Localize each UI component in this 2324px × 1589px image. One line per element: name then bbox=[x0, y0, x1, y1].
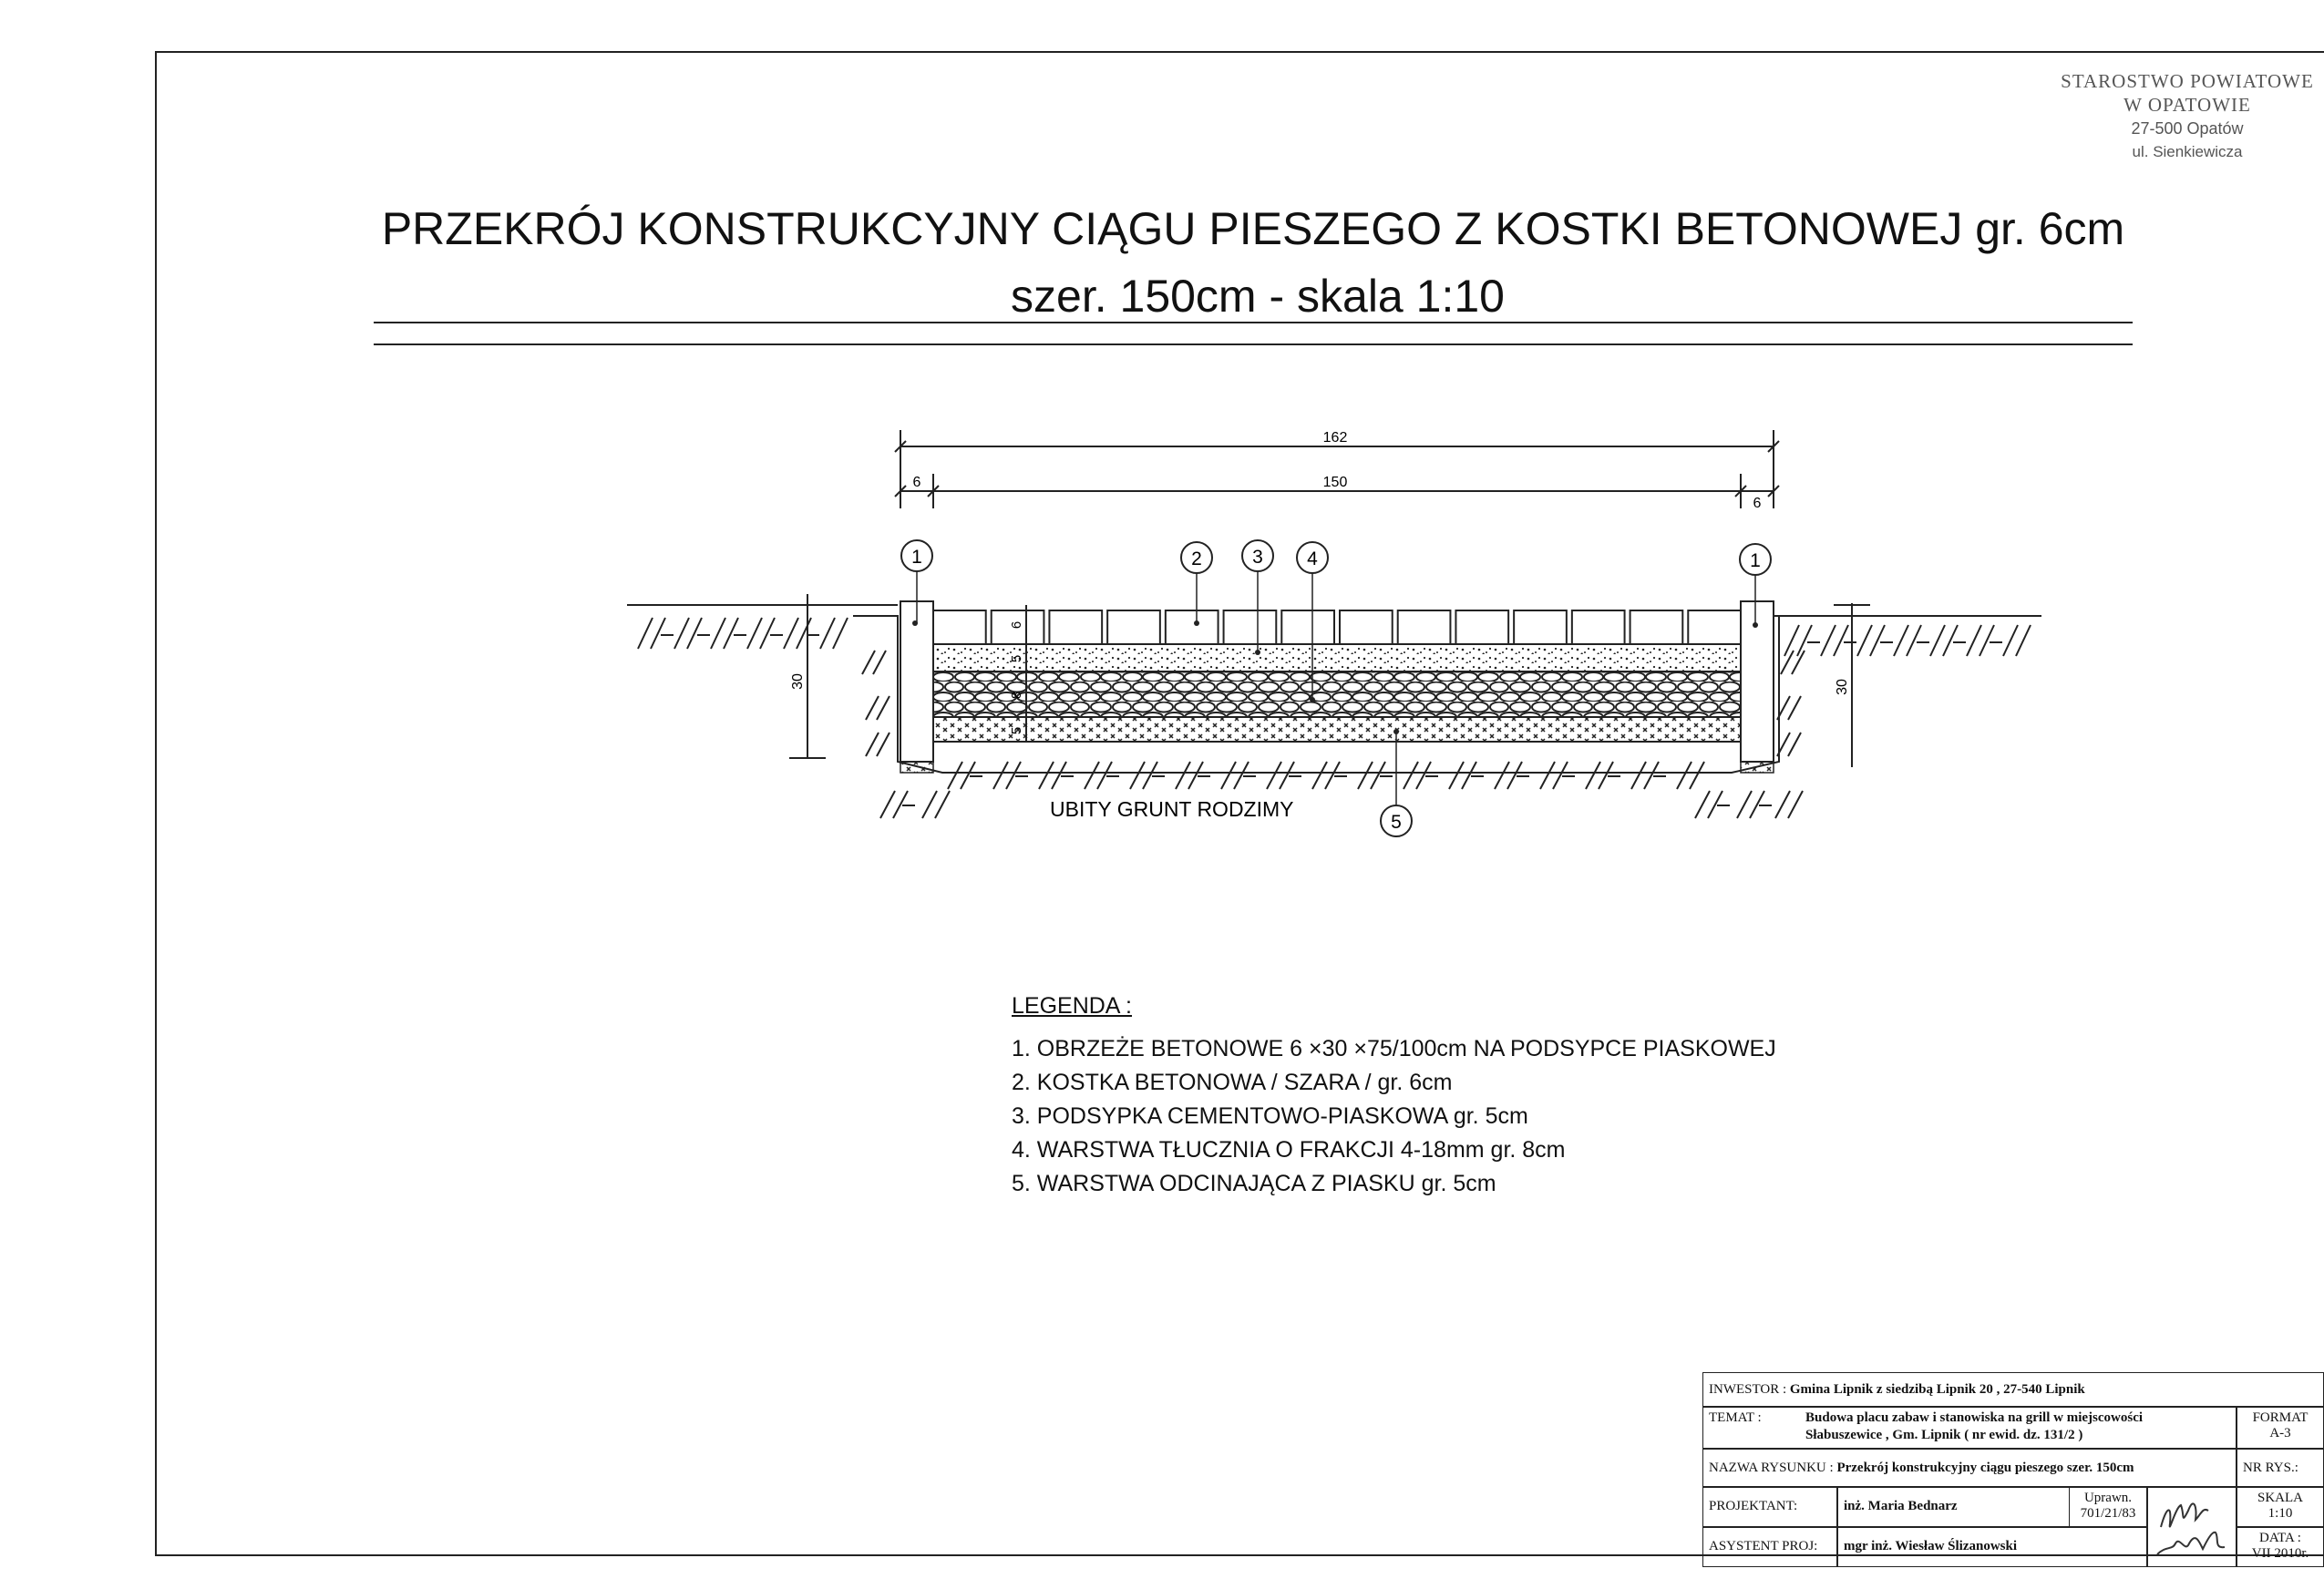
projektant-label: PROJEKTANT: bbox=[1709, 1499, 1798, 1513]
dimension-label-right: 6 bbox=[1753, 496, 1762, 511]
marker-label-1-left: 1 bbox=[911, 547, 922, 568]
handwritten-signatures bbox=[2154, 1491, 2232, 1563]
inwestor-label: INWESTOR : bbox=[1709, 1382, 1787, 1397]
depth-label-left: 30 bbox=[790, 673, 806, 690]
uprawn-value: 701/21/83 bbox=[2080, 1506, 2136, 1521]
projektant-label-cell bbox=[1702, 1487, 1837, 1527]
stamp-line-4: ul. Sienkiewicza bbox=[2132, 143, 2243, 160]
cement-sand-bedding-layer bbox=[933, 644, 1741, 671]
marker-label-3: 3 bbox=[1252, 547, 1263, 568]
layer-label-5a: 5 bbox=[1009, 654, 1024, 663]
paving-stone bbox=[1572, 610, 1625, 644]
signature-cell bbox=[2147, 1487, 2237, 1567]
legend-item: 3. PODSYPKA CEMENTOWO-PIASKOWA gr. 5cm bbox=[1012, 1103, 1528, 1129]
paving-stone bbox=[1455, 610, 1508, 644]
legend-item: 2. KOSTKA BETONOWA / SZARA / gr. 6cm bbox=[1012, 1070, 1453, 1095]
marker-label-1-right: 1 bbox=[1750, 550, 1761, 571]
paving-stone bbox=[1340, 610, 1393, 644]
nazwa-row bbox=[1702, 1449, 2237, 1487]
paving-stone bbox=[1281, 610, 1334, 644]
paving-stone bbox=[1049, 610, 1102, 644]
inwestor-value: Gmina Lipnik z siedzibą Lipnik 20 , 27-540 Lipnik bbox=[1789, 1382, 2085, 1397]
drawing-subtitle: szer. 150cm - skala 1:10 bbox=[1011, 271, 1505, 322]
drawing-title: PRZEKRÓJ KONSTRUKCYJNY CIĄGU PIESZEGO Z KOSTKI BETONOWEJ gr. 6cm bbox=[381, 203, 2125, 254]
nazwa-label: NAZWA RYSUNKU : bbox=[1709, 1461, 1834, 1475]
temat-value-line-2: Słabuszewice , Gm. Lipnik ( nr ewid. dz. 131/2 ) bbox=[1805, 1428, 2083, 1442]
marker-label-5: 5 bbox=[1391, 812, 1402, 833]
ground-label: UBITY GRUNT RODZIMY bbox=[1050, 797, 1294, 821]
asystent-value-cell bbox=[1837, 1527, 2147, 1567]
paving-stone bbox=[1688, 610, 1741, 644]
asystent-label: ASYSTENT PROJ: bbox=[1709, 1539, 1818, 1553]
spacer bbox=[1702, 1487, 1713, 1492]
curb-left bbox=[900, 601, 933, 773]
title-block bbox=[1702, 1372, 2324, 1567]
skala-label: SKALA bbox=[2257, 1491, 2303, 1505]
data-label: DATA : bbox=[2259, 1531, 2301, 1545]
uprawn-cell bbox=[2069, 1487, 2147, 1527]
dimension-label-left: 6 bbox=[912, 475, 921, 490]
stamp-line-3: 27-500 Opatów bbox=[2131, 119, 2244, 138]
marker-label-2: 2 bbox=[1191, 548, 1202, 569]
projektant-value: inż. Maria Bednarz bbox=[1844, 1499, 1958, 1513]
data-cell bbox=[2237, 1527, 2324, 1567]
paving-stone bbox=[1224, 610, 1277, 644]
marker-label-4: 4 bbox=[1307, 548, 1318, 569]
format-value: A-3 bbox=[2269, 1426, 2291, 1440]
depth-label-right: 30 bbox=[1835, 679, 1850, 695]
dimension-label-total: 162 bbox=[1322, 430, 1348, 446]
skala-value: 1:10 bbox=[2267, 1506, 2293, 1521]
ground-surface-left bbox=[627, 605, 898, 649]
paving-stones-layer bbox=[933, 610, 1741, 644]
asystent-value: mgr inż. Wiesław Ślizanowski bbox=[1844, 1539, 2018, 1553]
asystent-label-cell bbox=[1702, 1527, 1837, 1567]
paving-stone bbox=[1398, 610, 1451, 644]
dimension-label-inner: 150 bbox=[1322, 475, 1348, 490]
legend-heading: LEGENDA : bbox=[1012, 993, 1132, 1019]
paving-stone bbox=[1166, 610, 1219, 644]
layer-label-6: 6 bbox=[1009, 620, 1024, 630]
data-value: VII 2010r. bbox=[2251, 1546, 2309, 1561]
format-label: FORMAT bbox=[2252, 1410, 2309, 1425]
crushed-stone-layer bbox=[933, 671, 1741, 717]
temat-value-line-1: Budowa placu zabaw i stanowiska na grill w miejscowości bbox=[1805, 1410, 2144, 1425]
paving-stone bbox=[933, 610, 986, 644]
legend-item: 4. WARSTWA TŁUCZNIA O FRAKCJI 4-18mm gr. 8cm bbox=[1012, 1137, 1566, 1163]
uprawn-label: Uprawn. bbox=[2083, 1491, 2133, 1505]
sand-separating-layer bbox=[933, 717, 1741, 742]
skala-cell bbox=[2237, 1487, 2324, 1527]
paving-stone bbox=[1630, 610, 1683, 644]
stamp-line-2: W OPATOWIE bbox=[2123, 94, 2251, 116]
nr-label: NR RYS.: bbox=[2243, 1461, 2298, 1475]
ground-surface-right bbox=[1774, 616, 2041, 656]
stamp-line-1: STAROSTWO POWIATOWE bbox=[2061, 70, 2314, 92]
paving-stone bbox=[1107, 610, 1160, 644]
layer-label-5b: 5 bbox=[1009, 726, 1024, 735]
format-cell bbox=[2237, 1407, 2324, 1449]
paving-stone bbox=[1514, 610, 1567, 644]
inwestor-row bbox=[1702, 1372, 2324, 1407]
temat-row bbox=[1702, 1407, 2237, 1449]
legend-item: 1. OBRZEŻE BETONOWE 6 ×30 ×75/100cm NA PODSYPCE PIASKOWEJ bbox=[1012, 1036, 1776, 1061]
legend-item: 5. WARSTWA ODCINAJĄCA Z PIASKU gr. 5cm bbox=[1012, 1171, 1496, 1196]
nazwa-value: Przekrój konstrukcyjny ciągu pieszego szer. 150cm bbox=[1836, 1461, 2134, 1475]
layer-label-8: 8 bbox=[1009, 691, 1024, 700]
curb-right bbox=[1741, 601, 1774, 773]
temat-label: TEMAT : bbox=[1709, 1410, 1762, 1425]
legend bbox=[1012, 989, 1776, 1201]
nr-cell bbox=[2237, 1449, 2324, 1487]
